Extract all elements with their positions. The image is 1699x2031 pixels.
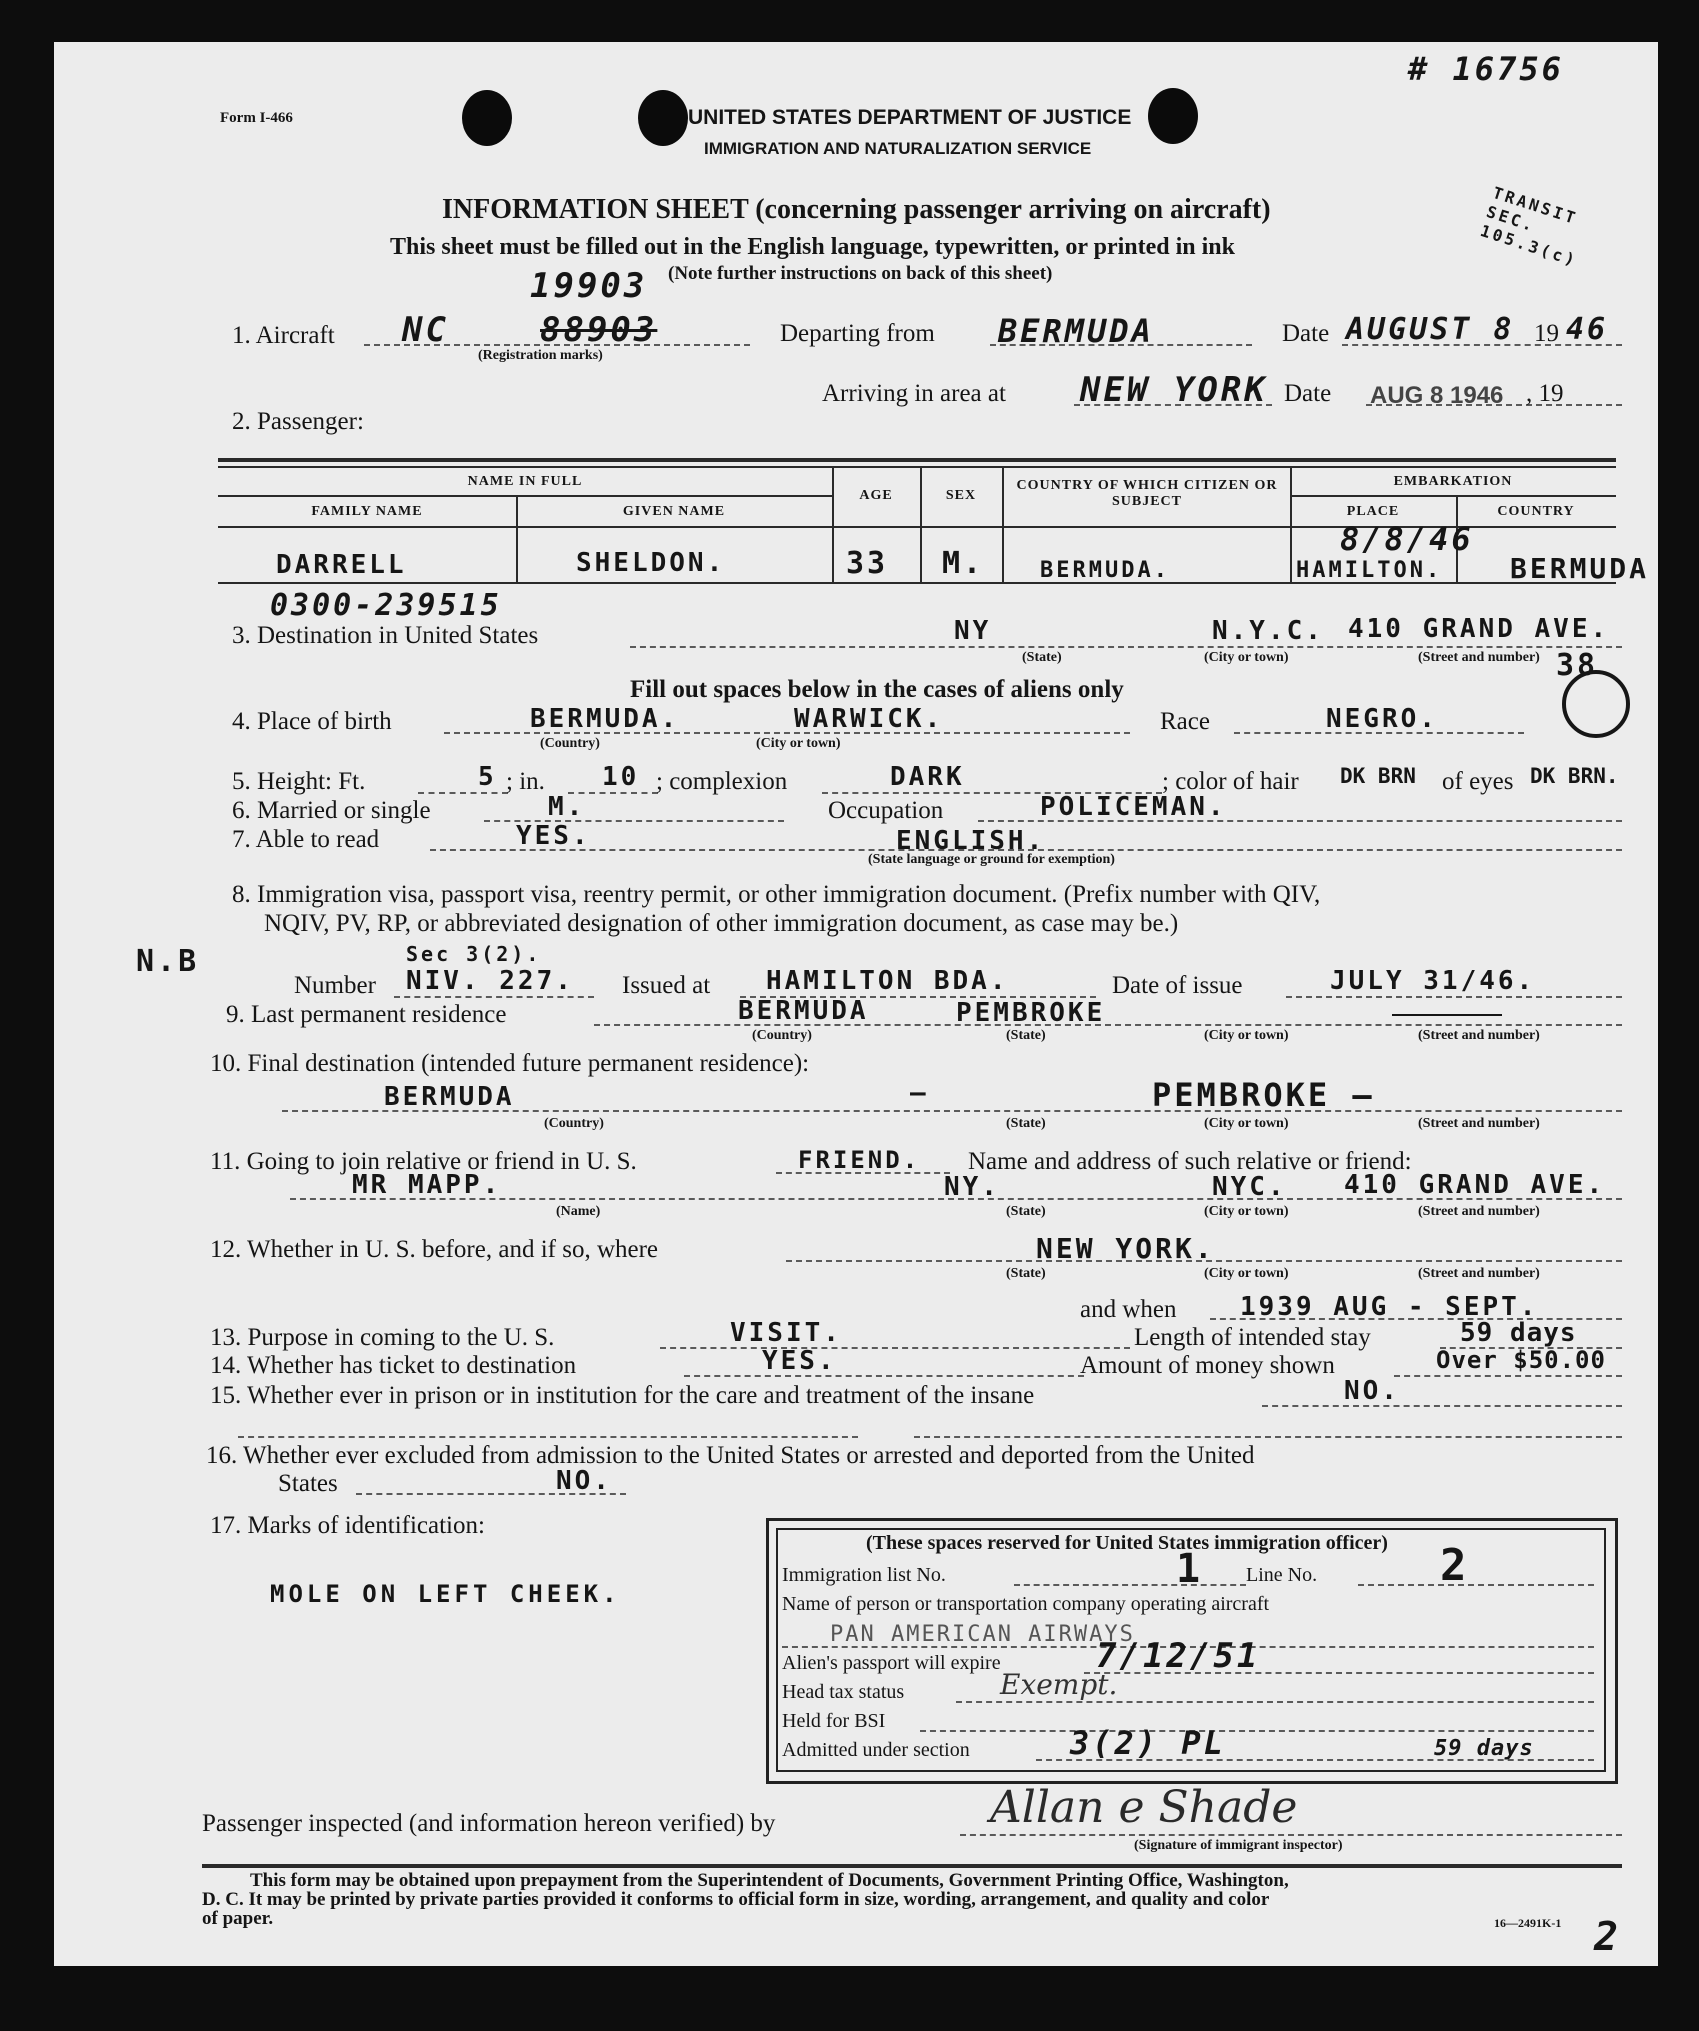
section-days: 59 days xyxy=(1434,1736,1534,1761)
sex-header: SEX xyxy=(945,488,977,503)
family-name: DARRELL xyxy=(276,550,407,580)
issued-value: HAMILTON BDA. xyxy=(766,966,1009,996)
footer-text-2: D. C. It may be printed by private parties provided it conforms to official form in size, wording, arrangement, and quality and color xyxy=(202,1889,1270,1910)
relative-label: 11. Going to join relative or friend in U. S. xyxy=(210,1148,637,1175)
line-label: Line No. xyxy=(1246,1564,1318,1586)
signature-line xyxy=(960,1834,1622,1836)
punch-hole xyxy=(638,90,688,146)
passport-expiry: 7/12/51 xyxy=(1096,1636,1261,1676)
complexion-value: DARK xyxy=(890,762,965,792)
footer-text-3: of paper. xyxy=(202,1908,274,1929)
marks-label: 17. Marks of identification: xyxy=(210,1512,485,1539)
passport-label: Alien's passport will expire xyxy=(782,1652,1001,1674)
departure-year-prefix: 19 xyxy=(1534,320,1559,347)
registration-original: 88903 xyxy=(540,310,658,350)
departing-value: BERMUDA xyxy=(998,312,1154,350)
form-id: Form I-466 xyxy=(220,110,293,126)
friend-state: NY. xyxy=(944,1172,1000,1202)
height-feet: 5 xyxy=(478,762,497,792)
given-name-header: GIVEN NAME xyxy=(622,504,726,519)
print-code: 16—2491K-1 xyxy=(1494,1916,1562,1930)
height-inches: 10 xyxy=(602,762,640,792)
officer-heading: (These spaces reserved for United States immigration officer) xyxy=(866,1532,1388,1554)
margin-number: 38 xyxy=(1556,648,1599,683)
ticket-label: 14. Whether has ticket to destination xyxy=(210,1352,577,1379)
state-caption: (State) xyxy=(1006,1116,1046,1131)
relative-value: FRIEND. xyxy=(798,1146,921,1174)
visa-text-2: NQIV, PV, RP, or abbreviated designation of other immigration document, as case may be.) xyxy=(264,910,1179,937)
state-caption: (State) xyxy=(1006,1028,1046,1043)
line-value: 2 xyxy=(1440,1540,1470,1591)
prison-value: NO. xyxy=(1344,1376,1400,1406)
col-divider xyxy=(832,466,834,582)
section-note: Sec 3(2). xyxy=(406,942,542,966)
punch-hole xyxy=(1148,88,1198,144)
age-header: AGE xyxy=(859,488,893,503)
street-caption: (Street and number) xyxy=(1418,1028,1540,1043)
embarkation-date: 8/8/46 xyxy=(1340,520,1474,558)
when-label: and when xyxy=(1080,1296,1177,1323)
friend-street: 410 GRAND AVE. xyxy=(1344,1170,1606,1200)
city-caption: (City or town) xyxy=(1204,1266,1289,1281)
purpose-value: VISIT. xyxy=(730,1318,842,1348)
table-top-rule xyxy=(218,458,1616,462)
issue-date-line xyxy=(1286,996,1622,998)
departure-date: AUGUST 8 xyxy=(1346,312,1515,347)
family-name-header: FAMILY NAME xyxy=(311,504,423,519)
city-caption: (City or town) xyxy=(756,736,841,751)
city-caption: (City or town) xyxy=(1204,1116,1289,1131)
age-value: 33 xyxy=(846,546,889,581)
country-caption: (Country) xyxy=(544,1116,604,1131)
section-value: 3(2) PL xyxy=(1070,1724,1226,1762)
inspected-label: Passenger inspected (and information hereon verified) by xyxy=(202,1810,776,1837)
country-header: COUNTRY OF WHICH CITIZEN OR SUBJECT xyxy=(1016,478,1278,509)
destination-street: 410 GRAND AVE. xyxy=(1348,614,1610,644)
circle-mark xyxy=(1562,670,1630,738)
service-name: IMMIGRATION AND NATURALIZATION SERVICE xyxy=(704,139,1092,158)
birth-country: BERMUDA. xyxy=(530,704,680,734)
margin-note: N.B xyxy=(136,944,200,979)
prison-extra-line xyxy=(238,1436,858,1438)
issued-label: Issued at xyxy=(622,972,711,999)
arrival-date-stamp: AUG 8 1946 xyxy=(1370,382,1504,409)
prison-extra-line xyxy=(914,1436,1622,1438)
headtax-label: Head tax status xyxy=(782,1681,905,1703)
stay-label: Length of intended stay xyxy=(1134,1324,1371,1351)
file-number: 0300-239515 xyxy=(270,588,502,623)
eyes-value: DK BRN. xyxy=(1530,764,1619,788)
street-caption: (Street and number) xyxy=(1418,1116,1540,1131)
list-line xyxy=(1014,1584,1246,1586)
city-caption: (City or town) xyxy=(1204,1028,1289,1043)
punch-hole xyxy=(462,90,512,146)
country-caption: (Country) xyxy=(752,1028,812,1043)
excluded-label-cont: States xyxy=(278,1470,338,1497)
destination-label: 3. Destination in United States xyxy=(232,622,539,649)
bsi-line xyxy=(920,1730,1594,1732)
name-address-label: Name and address of such relative or friend: xyxy=(968,1148,1412,1175)
final-city: PEMBROKE — xyxy=(1152,1076,1375,1114)
signature-caption: (Signature of immigrant inspector) xyxy=(1134,1838,1343,1853)
col-divider xyxy=(1002,466,1004,582)
final-country: BERMUDA xyxy=(384,1082,515,1112)
headtax-line xyxy=(956,1701,1594,1703)
visa-number-label: Number xyxy=(294,972,376,999)
birth-label: 4. Place of birth xyxy=(232,708,392,735)
list-value: 1 xyxy=(1176,1546,1204,1592)
race-label: Race xyxy=(1160,708,1210,735)
registration-corrected: 19903 xyxy=(530,266,648,306)
inches-label: ; in. xyxy=(506,768,545,795)
language-caption: (State language or ground for exemption) xyxy=(868,852,1115,867)
purpose-label: 13. Purpose in coming to the U. S. xyxy=(210,1324,555,1351)
married-value: M. xyxy=(548,792,586,822)
read-value: YES. xyxy=(516,821,591,851)
ticket-line xyxy=(684,1375,1084,1377)
money-line xyxy=(1394,1375,1622,1377)
citizenship-value: BERMUDA. xyxy=(1040,558,1170,583)
city-caption: (City or town) xyxy=(1204,1204,1289,1219)
aircraft-label: 1. Aircraft xyxy=(232,322,335,349)
prison-label: 15. Whether ever in prison or in institution for the care and treatment of the insane xyxy=(210,1382,1035,1409)
date-label: Date xyxy=(1282,320,1330,347)
city-caption: (City or town) xyxy=(1204,650,1289,665)
doc-number: # 16756 xyxy=(1408,50,1564,88)
arrival-date-label: Date xyxy=(1284,380,1332,407)
aliens-heading: Fill out spaces below in the cases of aliens only xyxy=(630,676,1124,703)
hair-label: ; color of hair xyxy=(1162,768,1299,795)
eyes-label: of eyes xyxy=(1442,768,1514,795)
hair-value: DK BRN xyxy=(1340,764,1416,788)
arriving-label: Arriving in area at xyxy=(822,380,1006,407)
prison-line xyxy=(1262,1405,1622,1407)
height-label: 5. Height: Ft. xyxy=(232,768,366,795)
page-mark: 2 xyxy=(1594,1914,1622,1960)
ticket-value: YES. xyxy=(762,1346,837,1376)
read-label: 7. Able to read xyxy=(232,826,380,853)
instruction-line: This sheet must be filled out in the English language, typewritten, or printed in ink xyxy=(390,234,1235,260)
residence-country: BERMUDA xyxy=(738,996,869,1026)
residence-label: 9. Last permanent residence xyxy=(226,1001,507,1028)
name-caption: (Name) xyxy=(556,1204,601,1219)
state-caption: (State) xyxy=(1006,1266,1046,1281)
form-title: INFORMATION SHEET (concerning passenger arriving on aircraft) xyxy=(442,194,1271,225)
instruction-note: (Note further instructions on back of this sheet) xyxy=(668,263,1053,284)
arrival-year: , 19 xyxy=(1526,380,1564,407)
excluded-label: 16. Whether ever excluded from admission to the United States or arrested and deported from the United xyxy=(206,1442,1255,1469)
complexion-label: ; complexion xyxy=(656,768,788,795)
marks-value: MOLE ON LEFT CHEEK. xyxy=(270,1580,621,1608)
race-value: NEGRO. xyxy=(1326,704,1438,734)
destination-state: NY xyxy=(954,616,992,646)
col-divider xyxy=(920,466,922,582)
footer-rule xyxy=(202,1864,1622,1868)
departing-label: Departing from xyxy=(780,320,935,347)
passenger-label: 2. Passenger: xyxy=(232,408,364,435)
before-label: 12. Whether in U. S. before, and if so, where xyxy=(210,1236,659,1263)
footer-text-1: This form may be obtained upon prepayment from the Superintendent of Documents, Government Printing Office, Washington, xyxy=(250,1870,1289,1891)
excluded-value: NO. xyxy=(556,1466,612,1496)
occupation-label: Occupation xyxy=(828,797,944,824)
destination-line xyxy=(630,646,1622,648)
embark-divider xyxy=(1290,495,1616,497)
occupation-value: POLICEMAN. xyxy=(1040,792,1227,822)
table-top-rule xyxy=(218,466,1616,468)
state-caption: (State) xyxy=(1022,650,1062,665)
street-caption: (Street and number) xyxy=(1418,650,1540,665)
inspector-signature: Allan e Shade xyxy=(990,1782,1298,1833)
destination-city: N.Y.C. xyxy=(1212,616,1324,646)
feet-line xyxy=(418,792,508,794)
when-value: 1939 AUG - SEPT. xyxy=(1240,1292,1539,1322)
money-label: Amount of money shown xyxy=(1080,1352,1335,1379)
street-caption: (Street and number) xyxy=(1418,1204,1540,1219)
residence-dash xyxy=(1392,1014,1502,1016)
visa-number-line xyxy=(394,996,594,998)
language-value: ENGLISH. xyxy=(896,826,1046,856)
embarkation-header: EMBARKATION xyxy=(1393,474,1513,489)
final-state: — xyxy=(910,1078,929,1108)
embarkation-country: BERMUDA xyxy=(1510,552,1650,585)
emb-country-header: COUNTRY xyxy=(1497,504,1575,519)
aircraft-prefix: NC xyxy=(402,310,449,350)
name-divider xyxy=(218,495,832,497)
arriving-value: NEW YORK xyxy=(1080,370,1268,410)
transit-stamp: TRANSIT SEC. 105.3(c) xyxy=(1477,182,1581,271)
list-label: Immigration list No. xyxy=(782,1564,946,1586)
money-value: Over $50.00 xyxy=(1436,1346,1606,1374)
married-label: 6. Married or single xyxy=(232,797,431,824)
country-caption: (Country) xyxy=(540,736,600,751)
registration-caption: (Registration marks) xyxy=(478,348,603,363)
birth-city: WARWICK. xyxy=(794,704,944,734)
dept-name: UNITED STATES DEPARTMENT OF JUSTICE xyxy=(688,106,1132,129)
friend-city: NYC. xyxy=(1212,1172,1287,1202)
given-name: SHELDON. xyxy=(576,548,726,578)
before-city: NEW YORK. xyxy=(1036,1232,1215,1265)
company-label: Name of person or transportation company operating aircraft xyxy=(782,1593,1270,1615)
issue-date: JULY 31/46. xyxy=(1330,966,1536,996)
issue-date-label: Date of issue xyxy=(1112,972,1243,999)
stay-value: 59 days xyxy=(1460,1318,1577,1348)
street-caption: (Street and number) xyxy=(1418,1266,1540,1281)
residence-state: PEMBROKE xyxy=(956,998,1106,1028)
final-destination-label: 10. Final destination (intended future permanent residence): xyxy=(210,1050,810,1077)
bsi-label: Held for BSI xyxy=(782,1710,886,1732)
embarkation-place: HAMILTON. xyxy=(1296,558,1443,583)
sex-value: M. xyxy=(942,546,985,581)
state-caption: (State) xyxy=(1006,1204,1046,1219)
friend-name: MR MAPP. xyxy=(352,1170,502,1200)
place-header: PLACE xyxy=(1346,504,1400,519)
section-label: Admitted under section xyxy=(782,1739,970,1761)
line-number-line xyxy=(1358,1584,1594,1586)
name-in-full-header: NAME IN FULL xyxy=(467,474,583,489)
headtax-value: Exempt. xyxy=(1000,1668,1118,1701)
departure-year: 46 xyxy=(1566,312,1609,347)
company-value: PAN AMERICAN AIRWAYS xyxy=(830,1622,1135,1647)
visa-text-1: 8. Immigration visa, passport visa, reentry permit, or other immigration document. (Prefix number with QIV, xyxy=(232,881,1321,908)
visa-number: NIV. 227. xyxy=(406,966,574,996)
